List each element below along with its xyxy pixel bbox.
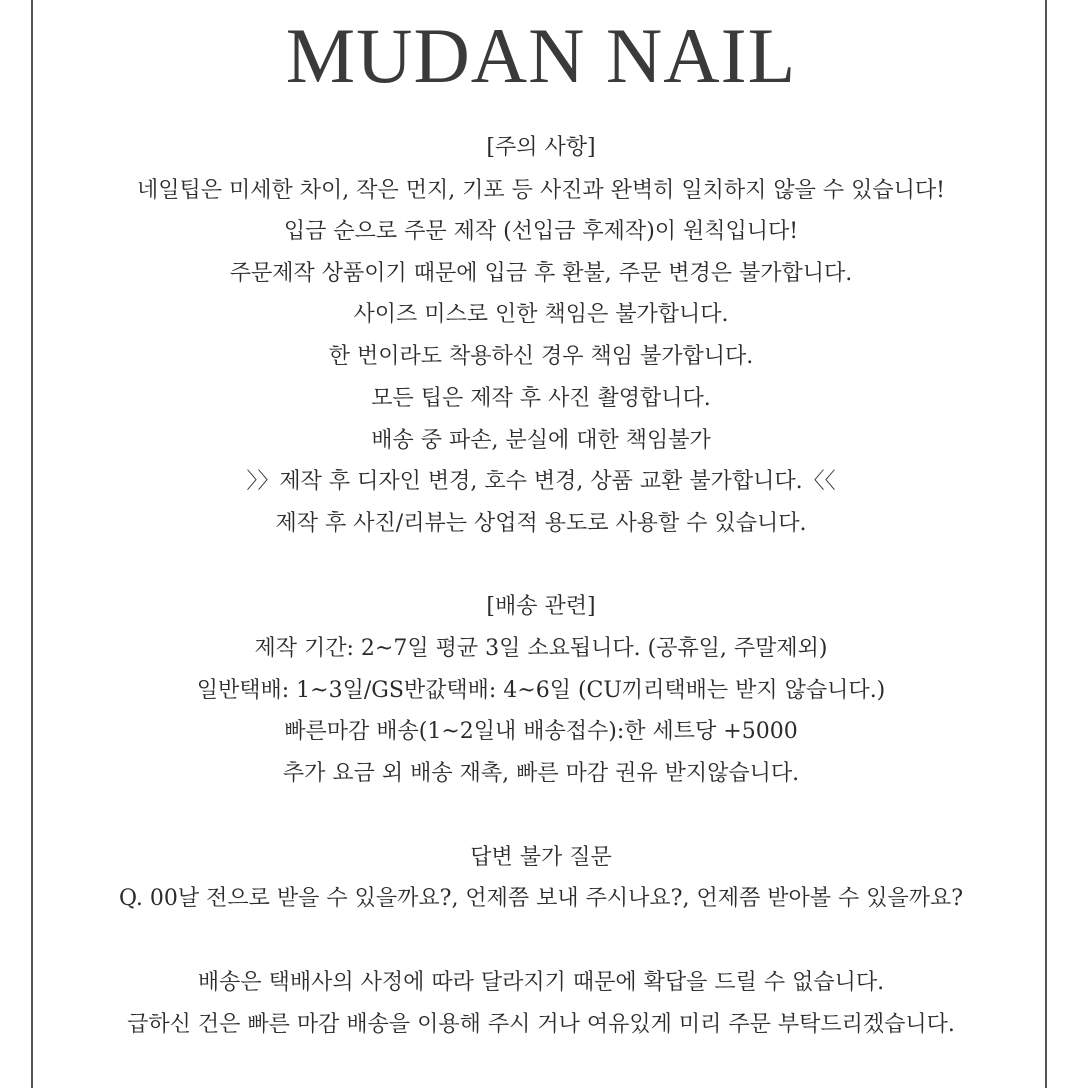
shipping-line: 일반택배: 1~3일/GS반값택배: 4~6일 (CU끼리택배는 받지 않습니다.)	[196, 678, 886, 703]
caution-line: 한 번이라도 착용하신 경우 책임 불가합니다.	[328, 344, 754, 369]
no-answer-heading: 답변 불가 질문	[470, 845, 612, 870]
caution-line: 배송 중 파손, 분실에 대한 책임불가	[371, 428, 711, 453]
caution-line: 제작 후 사진/리뷰는 상업적 용도로 사용할 수 있습니다.	[275, 511, 807, 536]
caution-line: 모든 팁은 제작 후 사진 촬영합니다.	[371, 386, 711, 411]
closing-line: 급하신 건은 빠른 마감 배송을 이용해 주시 거나 여유있게 미리 주문 부탁드리겠습니다.	[127, 1012, 955, 1037]
caution-line: 입금 순으로 주문 제작 (선입금 후제작)이 원칙입니다!	[283, 219, 799, 244]
shipping-line: 빠른마감 배송(1~2일내 배송접수):한 세트당 +5000	[284, 719, 798, 744]
closing-line: 배송은 택배사의 사정에 따라 달라지기 때문에 확답을 드릴 수 없습니다.	[197, 970, 885, 995]
caution-line: 주문제작 상품이기 때문에 입금 후 환불, 주문 변경은 불가합니다.	[229, 261, 853, 286]
page-frame	[31, 0, 1047, 1088]
caution-line: 네일팁은 미세한 차이, 작은 먼지, 기포 등 사진과 완벽히 일치하지 않을 수 있습니다!	[136, 178, 946, 203]
brand-title: MUDAN NAIL	[285, 12, 797, 99]
caution-line: 〉〉제작 후 디자인 변경, 호수 변경, 상품 교환 불가합니다.〈〈	[246, 469, 836, 494]
caution-line: 사이즈 미스로 인한 책임은 불가합니다.	[353, 302, 729, 327]
shipping-heading: [배송 관련]	[486, 594, 596, 619]
no-answer-line: Q. 00날 전으로 받을 수 있을까요?, 언제쯤 보내 주시나요?, 언제쯤 받아볼 수 있을까요?	[118, 886, 964, 911]
caution-heading: [주의 사항]	[486, 135, 596, 160]
shipping-line: 제작 기간: 2~7일 평균 3일 소요됩니다. (공휴일, 주말제외)	[254, 636, 828, 661]
shipping-line: 추가 요금 외 배송 재촉, 빠른 마감 권유 받지않습니다.	[282, 761, 800, 786]
